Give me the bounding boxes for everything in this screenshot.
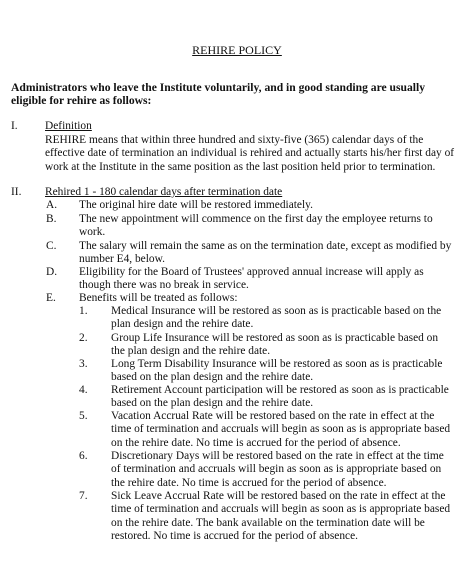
benefit-line: based on the plan design and the rehire date. bbox=[111, 371, 314, 384]
section-number: II. bbox=[11, 186, 22, 198]
benefit-line: time of termination and accruals will begin as soon as is appropriate based bbox=[111, 503, 451, 516]
benefit-line: plan design and the rehire date. bbox=[111, 318, 254, 331]
list-letter: E. bbox=[46, 292, 56, 304]
benefit-line: the plan design and the rehire date. bbox=[111, 345, 271, 358]
benefit-item bbox=[111, 384, 467, 411]
benefit-line: restored. No time is accrued for the period of absence. bbox=[111, 530, 359, 543]
benefit-line: Vacation Accrual Rate will be restored based on the rate in effect at the bbox=[111, 410, 435, 422]
intro-line: eligible for rehire as follows: bbox=[11, 94, 152, 108]
list-item bbox=[79, 292, 469, 305]
benefit-line: Long Term Disability Insurance will be restored as soon as is practicable bbox=[111, 358, 443, 370]
title-text: REHIRE POLICY bbox=[192, 43, 282, 57]
benefit-item bbox=[111, 305, 467, 332]
item-line: though there was no break in service. bbox=[79, 279, 249, 292]
benefit-line: the rehire date. No time is accrued for the period of absence. bbox=[111, 476, 387, 489]
item-line: The new appointment will commence on the first day the employee returns to bbox=[79, 213, 433, 225]
benefit-number: 7. bbox=[79, 490, 88, 502]
list-item bbox=[79, 213, 469, 240]
item-line: Eligibility for the Board of Trustees' approved annual increase will apply as bbox=[79, 266, 424, 278]
item-line: The salary will remain the same as on the termination date, except as modified by bbox=[79, 240, 452, 252]
section-number: I. bbox=[11, 120, 18, 132]
list-letter: A. bbox=[46, 199, 58, 211]
benefit-number: 2. bbox=[79, 332, 88, 344]
benefit-line: Group Life Insurance will be restored as soon as is practicable based on bbox=[111, 332, 439, 344]
item-line: The original hire date will be restored immediately. bbox=[79, 199, 313, 211]
benefit-item bbox=[111, 332, 467, 359]
benefit-line: on the rehire date. The bank available on the termination date will be bbox=[111, 516, 425, 529]
item-line: number E4, below. bbox=[79, 253, 165, 266]
benefit-number: 3. bbox=[79, 358, 88, 370]
benefit-number: 1. bbox=[79, 305, 88, 317]
benefit-line: of termination and accruals will begin as soon as is appropriate based on bbox=[111, 463, 442, 476]
benefit-line: Medical Insurance will be restored as soon as is practicable based on the bbox=[111, 305, 442, 317]
section-heading: Definition bbox=[45, 120, 92, 132]
benefit-number: 5. bbox=[79, 410, 88, 422]
benefit-item bbox=[111, 410, 467, 450]
body-line: work at the Institute in the same position as the last position held prior to termination. bbox=[45, 160, 436, 173]
item-line: Benefits will be treated as follows: bbox=[79, 292, 238, 304]
page-title bbox=[0, 44, 474, 57]
section-body bbox=[45, 134, 465, 174]
benefit-line: Discretionary Days will be restored based on the rate in effect at the time bbox=[111, 450, 444, 462]
benefit-line: time of termination and accruals will begin as soon as is appropriate based bbox=[111, 423, 451, 436]
benefit-line: on the rehire date. No time is accrued for the period of absence. bbox=[111, 436, 401, 449]
benefit-item bbox=[111, 450, 467, 490]
benefit-item bbox=[111, 490, 467, 544]
section-heading: Rehired 1 - 180 calendar days after termination date bbox=[45, 186, 283, 198]
list-item bbox=[79, 266, 469, 293]
benefit-line: Sick Leave Accrual Rate will be restored based on the rate in effect at the bbox=[111, 490, 446, 502]
list-item bbox=[79, 199, 469, 212]
list-letter: B. bbox=[46, 213, 57, 225]
list-item bbox=[79, 240, 469, 267]
benefit-number: 6. bbox=[79, 450, 88, 462]
body-line: effective date of termination an individual is rehired and actually starts his/her first day of bbox=[45, 147, 455, 160]
benefit-item bbox=[111, 358, 467, 385]
benefit-line: Retirement Account participation will be restored as soon as is practicable bbox=[111, 384, 449, 396]
item-line: work. bbox=[79, 226, 106, 239]
list-letter: D. bbox=[46, 266, 58, 278]
list-letter: C. bbox=[46, 240, 57, 252]
intro-paragraph bbox=[11, 81, 461, 108]
body-line: REHIRE means that within three hundred and sixty-five (365) calendar days of the bbox=[45, 134, 424, 146]
benefit-line: based on the plan design and the rehire date. bbox=[111, 397, 314, 410]
intro-line: Administrators who leave the Institute voluntarily, and in good standing are usually bbox=[11, 81, 425, 94]
benefit-number: 4. bbox=[79, 384, 88, 396]
